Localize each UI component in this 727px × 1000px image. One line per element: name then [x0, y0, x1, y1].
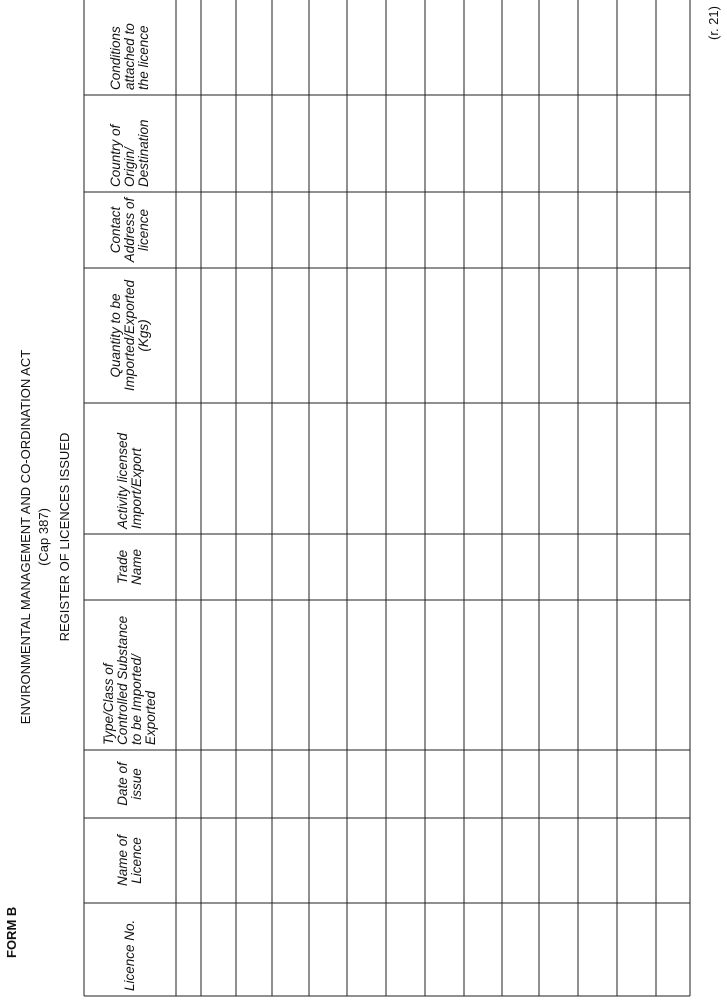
column-header-label: Conditions attached to the licence: [108, 23, 151, 90]
column-header: [86, 536, 174, 598]
column-header: [86, 752, 174, 816]
form-label: FORM B: [4, 906, 19, 958]
column-header: [86, 2, 174, 93]
column-header: [86, 97, 174, 190]
column-header: [86, 194, 174, 266]
column-header: [86, 405, 174, 532]
column-header-label: Trade Name: [115, 549, 144, 586]
column-header: [86, 602, 174, 748]
register-title: REGISTER OF LICENCES ISSUED: [57, 432, 72, 642]
column-header-label: Country of Origin/ Destination: [108, 119, 151, 187]
column-header-label: Date of issue: [115, 762, 144, 806]
column-header-label: Name of Licence: [115, 834, 144, 887]
act-title: ENVIRONMENTAL MANAGEMENT AND CO-ORDINATION ACT: [18, 349, 33, 725]
column-header-label: Contact Address of licence: [108, 197, 151, 263]
column-header: [86, 905, 174, 994]
column-header-label: Licence No.: [122, 919, 137, 991]
column-header-label: Quantity to be Imported/Exported (Kgs): [108, 279, 151, 392]
column-header: [86, 820, 174, 901]
column-header-label: Type/Class of Controlled Substance to be Imported/ Exported: [101, 615, 158, 745]
rule-reference: (r. 21): [706, 6, 721, 40]
column-header-label: Activity licensed Import/Export: [115, 432, 144, 529]
column-header: [86, 270, 174, 401]
cap-number: (Cap 387): [36, 508, 51, 566]
